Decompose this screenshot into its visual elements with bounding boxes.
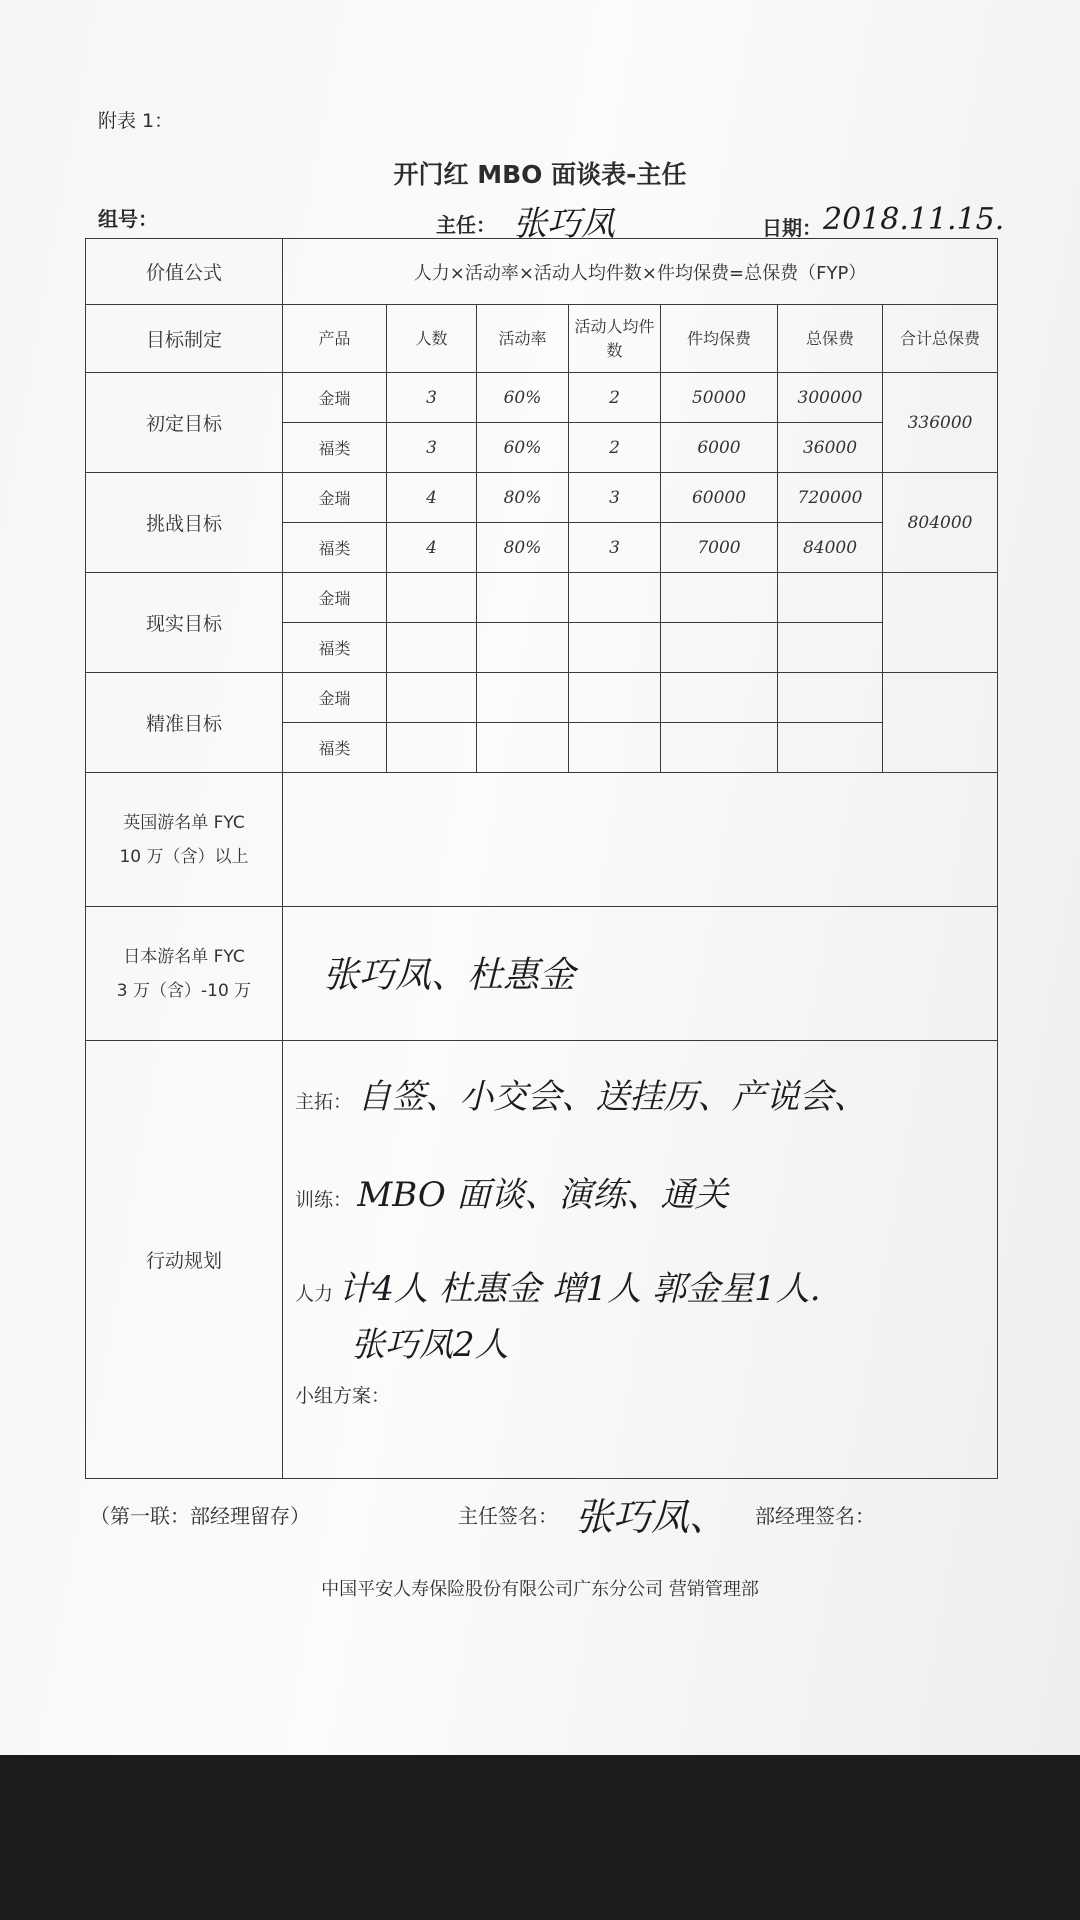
grand-total-cell [883,673,998,773]
total-premium-cell: 720000 [778,473,883,523]
plan-manpower-value: 计4人 杜惠金 增1人 郭金星1人. [338,1269,821,1309]
empty-cell [778,673,883,723]
japan-tour-names: 张巧凤、杜惠金 [323,955,576,996]
empty-cell [778,573,883,623]
people-cell: 4 [387,473,477,523]
director-name-handwritten: 张巧凤 [513,204,615,244]
value-formula: 人力×活动率×活动人均件数×件均保费=总保费（FYP） [283,239,998,305]
uk-tour-label-line2: 10 万（含）以上 [119,846,249,867]
rate-cell: 60% [477,423,569,473]
japan-tour-label-line1: 日本游名单 FYC [123,946,245,967]
avg-premium-cell: 60000 [661,473,778,523]
row-label: 精准目标 [86,673,283,773]
plan-manpower-value-2: 张巧凤2人 [351,1325,509,1365]
mbo-table [85,238,998,1479]
empty-cell [778,623,883,673]
empty-cell [569,623,661,673]
dark-background [0,1755,1080,1920]
japan-tour-row [86,907,998,1041]
product-cell: 福类 [283,423,387,473]
people-cell: 3 [387,373,477,423]
action-plan-content [283,1041,998,1479]
plan-manpower-line-2 [351,1317,509,1366]
action-plan-label: 行动规划 [86,1041,283,1479]
empty-cell [387,723,477,773]
per-person-cell: 3 [569,473,661,523]
formula-row [86,239,998,305]
people-cell: 4 [387,523,477,573]
product-cell: 金瑞 [283,573,387,623]
plan-group-label: 小组方案： [295,1385,391,1407]
action-plan-row [86,1041,998,1479]
col-avg-premium: 件均保费 [661,305,778,373]
copy-note: （第一联：部经理留存） [90,1504,310,1528]
japan-tour-label-line2: 3 万（含）-10 万 [116,980,252,1001]
total-premium-cell: 84000 [778,523,883,573]
empty-cell [569,573,661,623]
per-person-cell: 3 [569,523,661,573]
plan-group-line [295,1381,390,1408]
empty-cell [661,623,778,673]
empty-cell [477,623,569,673]
empty-cell [778,723,883,773]
row-label: 初定目标 [86,373,283,473]
uk-tour-label [86,773,283,907]
rate-cell: 80% [477,523,569,573]
plan-main-label: 主拓： [295,1091,353,1113]
company-footer: 中国平安人寿保险股份有限公司广东分公司 营销管理部 [321,1579,759,1600]
rate-cell: 80% [477,473,569,523]
plan-main-line [295,1069,867,1118]
product-cell: 金瑞 [283,373,387,423]
japan-tour-cell [283,907,998,1041]
avg-premium-cell: 50000 [661,373,778,423]
empty-cell [569,723,661,773]
empty-cell [661,673,778,723]
group-number-label: 组号： [98,207,158,231]
empty-cell [387,623,477,673]
date-handwritten: 2018.11.15. [823,202,1005,237]
table-row [86,373,998,423]
product-cell: 金瑞 [283,673,387,723]
total-premium-cell: 36000 [778,423,883,473]
avg-premium-cell: 6000 [661,423,778,473]
per-person-cell: 2 [569,373,661,423]
japan-tour-label [86,907,283,1041]
director-label: 主任： [436,213,496,237]
grand-total-cell: 336000 [883,373,998,473]
product-cell: 福类 [283,523,387,573]
plan-training-value: MBO 面谈、演练、通关 [357,1175,729,1215]
annex-label: 附表 1： [98,110,174,132]
uk-tour-names [283,773,998,907]
product-cell: 金瑞 [283,473,387,523]
col-per-person: 活动人均件数 [569,305,661,373]
plan-manpower-label: 人力 [295,1283,334,1305]
empty-cell [661,573,778,623]
people-cell: 3 [387,423,477,473]
plan-manpower-line [295,1261,821,1310]
rate-cell: 60% [477,373,569,423]
plan-training-label: 训练： [295,1189,353,1211]
director-sign-label: 主任签名： [458,1504,558,1528]
value-formula-label: 价值公式 [86,239,283,305]
total-premium-cell: 300000 [778,373,883,423]
empty-cell [387,673,477,723]
empty-cell [477,573,569,623]
empty-cell [569,673,661,723]
plan-training-line [295,1167,729,1216]
form-title: 开门红 MBO 面谈表-主任 [393,160,687,189]
table-row [86,473,998,523]
col-people: 人数 [387,305,477,373]
avg-premium-cell: 7000 [661,523,778,573]
table-row [86,573,998,623]
row-label: 挑战目标 [86,473,283,573]
empty-cell [387,573,477,623]
uk-tour-label-line1: 英国游名单 FYC [123,812,245,833]
header-row [86,305,998,373]
goal-setting-label: 目标制定 [86,305,283,373]
empty-cell [661,723,778,773]
uk-tour-row [86,773,998,907]
col-grand-total: 合计总保费 [883,305,998,373]
manager-sign-label: 部经理签名： [755,1504,875,1528]
product-cell: 福类 [283,723,387,773]
col-total-premium: 总保费 [778,305,883,373]
date-label: 日期： [762,216,822,240]
product-cell: 福类 [283,623,387,673]
director-signature: 张巧凤、 [575,1495,728,1539]
table-row [86,673,998,723]
col-activity-rate: 活动率 [477,305,569,373]
per-person-cell: 2 [569,423,661,473]
grand-total-cell [883,573,998,673]
grand-total-cell: 804000 [883,473,998,573]
row-label: 现实目标 [86,573,283,673]
plan-main-value: 自签、小交会、送挂历、产说会、 [357,1077,868,1117]
empty-cell [477,723,569,773]
col-product: 产品 [283,305,387,373]
empty-cell [477,673,569,723]
